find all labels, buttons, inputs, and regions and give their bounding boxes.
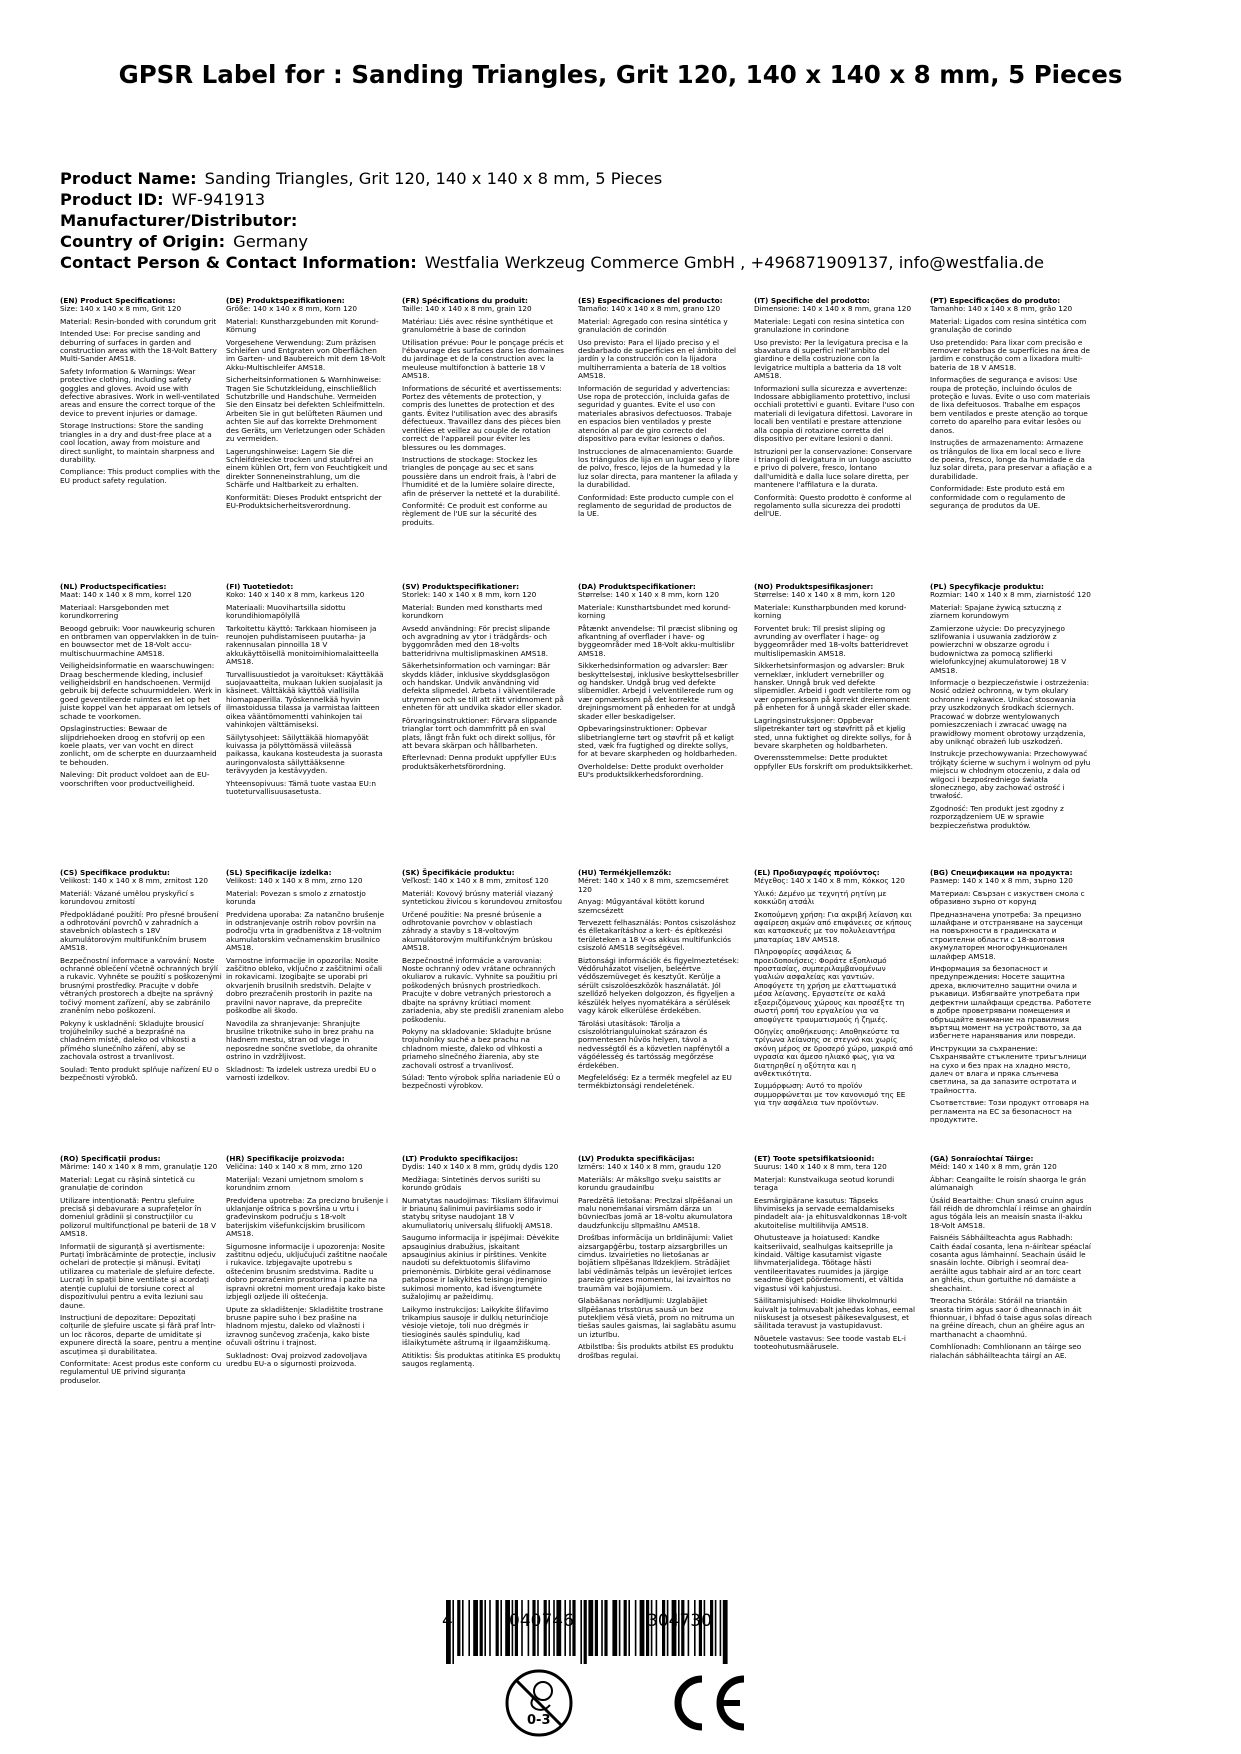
spec-block [402, 297, 564, 531]
spec-paragraph: Säilytysohjeet: Säilyttäkää hiomapyöät kuivassa ja pölyttömässä viileässä paikassa, kaukana kosteudesta ja suorasta auringonvalosta säilyttääksenne terävyyden ja kestävyyden. [226, 732, 383, 776]
spec-heading: (SL) Specifikacije izdelka: [226, 868, 332, 877]
barcode-bar [635, 1600, 637, 1656]
spec-paragraph: Säkerhetsinformation och varningar: Bär skydds kläder, inklusive skyddsglasögon och handskar. Undvik användning vid defekta slipmedel. Arbeta i välventilerade utrymmen och se till att rätt vridmoment på enheten för att undvika skador eller skador. [402, 661, 564, 713]
spec-paragraph: Nõuetele vastavus: See toode vastab EL-i tooteohutusmäärusele. [754, 1333, 906, 1352]
spec-paragraph: Dimensione: 140 x 140 x 8 mm, grana 120 [754, 304, 912, 314]
spec-paragraph: Faisnéis Sábháilteachta agus Rabhadh: Caith éadaí cosanta, lena n-áirítear spéaclaí cosanta agus lámhainní. Seachain úsáid le snasáin lochte. Oibrigh i seomraí dea-aeráilte agus tabhair aird ar an torc ceart an ghléis, chun gortuithe nó damáiste a sheachaint. [930, 1233, 1091, 1293]
spec-paragraph: Uso pretendido: Para lixar com precisão e remover rebarbas de superfícies na área de jardim e construção com a lixadora multi-bateria de 18 V AMS18. [930, 337, 1091, 372]
spec-paragraph: Información de seguridad y advertencias: Use ropa de protección, incluida gafas de seguridad y guantes. Evite el uso con materiales abrasivos defectuosos. Trabaje en espacios bien ventilados y preste atención al par de giro correcto del dispositivo para evitar lesiones o daños. [578, 383, 732, 444]
barcode-bar [588, 1600, 593, 1656]
spec-heading: (HR) Specifikacije proizvoda: [226, 1154, 345, 1163]
barcode-bar [624, 1600, 627, 1656]
spec-paragraph: Material: Kunstharzgebunden mit Korund-Körnung [226, 316, 379, 335]
spec-paragraph: Informações de segurança e avisos: Use roupa de proteção, incluindo óculos de proteção e luvas. Evite o uso com materiais de lixa defeituosos. Trabalhe em espaços bem ventilados e preste atenção ao torque correto do aparelho para evitar lesões ou danos. [930, 375, 1091, 435]
spec-paragraph: Size: 140 x 140 x 8 mm, Grit 120 [60, 304, 182, 314]
spec-paragraph: Medžiaga: Sintetinės dervos surišti su korundo grūdais [402, 1174, 541, 1193]
spec-heading: (NO) Produktspesifikasjoner: [754, 582, 874, 591]
spec-paragraph: Efterlevnad: Denna produkt uppfyller EU:s produktsäkerhetsförordning. [402, 753, 557, 771]
spec-paragraph: Veličina: 140 x 140 x 8 mm, zrno 120 [226, 1162, 363, 1172]
spec-paragraph: Material: Agregado con resina sintética y granulación de corindón [578, 316, 728, 335]
spec-paragraph: Sukladnost: Ovaj proizvod zadovoljava uredbu EU-a o sigurnosti proizvoda. [226, 1350, 368, 1368]
spec-block [578, 869, 740, 1095]
spec-paragraph: Conformité: Ce produit est conforme au règlement de l'UE sur la sécurité des produits. [402, 500, 548, 527]
spec-paragraph: Naleving: Dit product voldoet aan de EU-voorschriften voor productveiligheid. [60, 770, 210, 788]
spec-paragraph: Συμμόρφωση: Αυτό το προϊόν συμμορφώνεται με τον κανονισμό της ΕΕ για την ασφάλεια των προϊόντων. [754, 1081, 906, 1108]
spec-paragraph: Opbevaringsinstruktioner: Opbevar slibetrianglerne tørt og støvfrit på et køligt sted, væk fra fugtighed og direkte sollys, for at bevare skarpheden og holdbarheden. [578, 724, 738, 759]
spec-paragraph: Megfelelőség: Ez a termék megfelel az EU termékbiztonsági rendeletének. [578, 1072, 732, 1091]
spec-paragraph: Istruzioni per la conservazione: Conservare i triangoli di levigatura in un luogo asciutto e privo di polvere, fresco, lontano dall'umidità e dalla luce solare diretta, per mantenere l'affilatura e la durata. [754, 446, 912, 490]
spec-block [226, 297, 388, 514]
spec-heading: (GA) Sonraíochtaí Táirge: [930, 1154, 1034, 1163]
spec-paragraph: Materiaal: Harsgebonden met korundkorrering [60, 602, 170, 621]
spec-paragraph: Rozmiar: 140 x 140 x 8 mm, ziarnistość 120 [930, 590, 1091, 600]
spec-paragraph: Opslaginstructies: Bewaar de slijpdriehoeken droog en stofvrij op een koele plaats, ver van vocht en direct zonlicht, om de scherpte en duurzaamheid te behouden. [60, 724, 217, 767]
spec-paragraph: Μέγεθος: 140 x 140 x 8 mm, Κόκκος 120 [754, 876, 905, 886]
spec-paragraph: Laikymo instrukcijos: Laikykite šlifavimo trikampius sausoje ir dulkių neturinčioje vėsioje vietoje, toli nuo drėgmės ir tiesioginės saulės spindulių, kad išlaikytumėte aštrumą ir ilgaamžiškumą. [402, 1304, 551, 1348]
spec-heading: (ET) Toote spetsifikatsioonid: [754, 1154, 875, 1163]
spec-paragraph: Materiál: Kovový brúsny materiál viazaný syntetickou živicou s korundovou zrnitosťou [402, 888, 563, 907]
spec-paragraph: Soulad: Tento produkt splňuje nařízení EU o bezpečnosti výrobků. [60, 1064, 219, 1082]
spec-paragraph: Sicherheitsinformationen & Warnhinweise: Tragen Sie Schutzkleidung, einschließlich Schutzbrille und Handschuhe. Vermeiden Sie den Einsatz bei defekten Schleifmitteln. Arbeiten Sie in gut belüfteten Räumen und achten Sie auf das korrekte Drehmoment des Geräts, um Verletzungen oder Schäden zu vermeiden. [226, 375, 386, 444]
spec-paragraph: Bezpečnostní informace a varování: Noste ochranné oblečení včetně ochranných brýlí a rukavic. Vyhněte se použití s poškozenými brusnými prostředky. Pracujte v dobře větraných prostorech a dbejte na správný točivý moment zařízení, aby se zabránilo zraněním nebo poškození. [60, 955, 222, 1016]
spec-heading: (FI) Tuotetiedot: [226, 582, 294, 591]
spec-block [402, 1155, 564, 1372]
spec-paragraph: Materiale: Kunsthartsbundet med korund-korning [578, 602, 731, 621]
spec-paragraph: Instrucciones de almacenamiento: Guarde los triángulos de lija en un lugar seco y libre de polvo, fresco, lejos de la humedad y la luz solar directa, para mantener la afilada y la durabilidad. [578, 446, 740, 490]
spec-paragraph: Tamaño: 140 x 140 x 8 mm, grano 120 [578, 304, 721, 314]
svg-text:0-3: 0-3 [527, 1713, 551, 1728]
spec-heading: (SV) Produktspecifikationer: [402, 582, 520, 591]
spec-paragraph: Material: Legat cu rășină sintetică cu granulație de corindon [60, 1174, 195, 1193]
spec-paragraph: Comhlíonadh: Comhlíonann an táirge seo rialachán sábháilteachta táirgí an AE. [930, 1342, 1082, 1360]
spec-block [754, 583, 916, 775]
page-title: GPSR Label for : Sanding Triangles, Grit 120, 140 x 140 x 8 mm, 5 Pieces [118, 60, 1123, 89]
spec-heading: (PT) Especificações do produto: [930, 296, 1061, 305]
spec-paragraph: Tervezett felhasználás: Pontos csiszoláshoz és élletakarításhoz a kert- és építkezési területeken a 18 V-os akkus multifunkciós csiszoló AMS18 segítségével. [578, 918, 736, 953]
spec-paragraph: Sikkerhedsinformation og advarsler: Bær beskyttelsestøj, inklusive beskyttelsesbriller og handsker. Undgå brug ved defekte slibemidler. Arbejd i velventilerede rum og vær opmærksom på det korrekte drejningsmoment på enheden for at undgå skader eller beskadigelser. [578, 661, 739, 721]
spec-paragraph: Vorgesehene Verwendung: Zum präzisen Schleifen und Entgraten von Oberflächen im Garten- und Baubereich mit dem 18-Volt Akku-Multischleifer AMS18. [226, 337, 386, 372]
spec-paragraph: Pokyny na skladovanie: Skladujte brúsne trojuholníky suché a bez prachu na chladnom mieste, ďaleko od vlhkosti a priameho slnečného žiarenia, aby ste zachovali ostrosť a trvanlivosť. [402, 1026, 552, 1070]
spec-paragraph: Velikost: 140 x 140 x 8 mm, zrnitost 120 [60, 876, 209, 886]
spec-paragraph: Materjal: Kunstvaikuga seotud korundi teraga [754, 1174, 895, 1193]
spec-paragraph: Informații de siguranță și avertismente: Purtați îmbrăcăminte de protecție, inclusiv ochelari de protecție și mănuși. Evitați utilizarea cu materiale de șlefuire defecte. Lucrați în spații bine ventilate și acordați atenție cuplului de torsiune corect al dispozitivului pentru a evita leziuni sau daune. [60, 1241, 216, 1310]
spec-paragraph: Izmērs: 140 x 140 x 8 mm, graudu 120 [578, 1162, 721, 1172]
spec-paragraph: Skladnost: Ta izdelek ustreza uredbi EU o varnosti izdelkov. [226, 1064, 377, 1082]
spec-paragraph: Veiligheidsinformatie en waarschuwingen: Draag beschermende kleding, inclusief veiligheidsbril en handschoenen. Vermijd gebruik bij defecte schuurmiddelen. Werk in goed geventileerde ruimtes en let op het juiste koppel van het apparaat om letsels of schade te voorkomen. [60, 661, 222, 721]
spec-paragraph: Pokyny k uskladnění: Skladujte brousicí trojúhelníky suché a bezprašné na chladném místě, daleko od vlhkosti a přímého slunečního záření, aby se zachovala ostrost a trvanlivost. [60, 1018, 204, 1062]
barcode-bar [612, 1600, 617, 1656]
spec-block [930, 297, 1092, 514]
spec-paragraph: Paredzētā lietošana: Precīzai slīpēšanai un malu nonemšanai virsmām dārza un būvniecības jomā ar 18-voltu akumulatora daudzfunkciju slīpmašīnu AMS18. [578, 1195, 733, 1230]
spec-paragraph: Instrucțiuni de depozitare: Depozitați colțurile de șlefuire uscate și fără praf într-un loc răcoros, departe de umiditate și expunere directă la soare, pentru a menține ascuțimea și durabilitatea. [60, 1312, 222, 1356]
spec-paragraph: Taille: 140 x 140 x 8 mm, grain 120 [402, 304, 532, 314]
spec-block [578, 1155, 740, 1364]
spec-block [754, 1155, 916, 1356]
barcode-bar [468, 1600, 470, 1656]
spec-paragraph: Tárolási utasítások: Tárolja a csiszolótrianguluinokat szárazon és pormentesen hűvös helyen, távol a nedvességtől és a közvetlen napfénytől a vágóélesség és tartósság megőrzése érdekében. [578, 1018, 730, 1070]
spec-block [226, 583, 388, 800]
spec-heading: (ES) Especificaciones del producto: [578, 296, 723, 305]
spec-paragraph: Overensstemmelse: Dette produktet oppfyller EUs forskrift om produktsikkerhet. [754, 753, 913, 771]
spec-paragraph: Materiál: Vázané umělou pryskyřicí s korundovou zrnitostí [60, 888, 194, 907]
barcode-group-1: 040746 [509, 1611, 574, 1631]
spec-paragraph: Påtænkt anvendelse: Til præcist slibning og afkantning af overflader i have- og byggeområder med 18-Volt akku-multislibr AMS18. [578, 623, 738, 658]
spec-paragraph: Информация за безопасност и предупреждения: Носете защитна дреха, включително защитни очила и ръкавици. Избягвайте употребата при дефектни шлайфащи средства. Работете в добре проветрявани помещения и обръщайте внимание на правилния въртящ момент на устройството, за да избегнете наранявания или повреди. [930, 964, 1092, 1041]
spec-heading: (IT) Specifiche del prodotto: [754, 296, 870, 305]
spec-paragraph: Určené použitie: Na presné brúsenie a odhrotovanie povrchov v oblastiach záhrady a stavby s 18-voltovým akumulátorovým multifunkčným brúskou AMS18. [402, 909, 553, 953]
spec-paragraph: Bezpečnostné informácie a varovania: Noste ochranný odev vrátane ochranných okuliarov a rukavíc. Vyhnite sa použitiu pri poškodených brúsnych prostriedkoch. Pracujte v dobre vetraných priestoroch a dbajte na správny krútiaci moment zariadenia, aby ste predišli zraneniam alebo poškodeniu. [402, 955, 564, 1024]
spec-paragraph: Tamanho: 140 x 140 x 8 mm, grão 120 [930, 304, 1073, 314]
spec-paragraph: Konformität: Dieses Produkt entspricht der EU-Produktsicherheitsverordnung. [226, 492, 382, 510]
spec-paragraph: Upute za skladištenje: Skladištite trostrane brusne papire suho i bez prašine na hladnom mjestu, daleko od vlažnosti i izravnog sunčevog zračenja, kako biste očuvali oštrinu i trajnost. [226, 1304, 383, 1348]
spec-heading: (SK) Špecifikácie produktu: [402, 868, 515, 877]
barcode-bar [628, 1600, 630, 1656]
spec-paragraph: Οδηγίες αποθήκευσης: Αποθηκεύστε τα τρίγωνα λείανσης σε στεγνό και χωρίς σκόνη μέρος σε δροσερό χώρο, μακριά από υγρασία και άμεσο ηλιακό φως, για να διατηρηθεί η οξύτητα και η ανθεκτικότητα. [754, 1026, 913, 1078]
spec-heading: (DE) Produktspezifikationen: [226, 296, 345, 305]
spec-paragraph: Forventet bruk: Til presist sliping og avrunding av overflater i hage- og byggeområder med 18-volts batteridrevet multislipemaskin AMS18. [754, 623, 909, 658]
spec-paragraph: Glabāšanas norādījumi: Uzglabājiet slīpēšanas trīsstūrus sausā un bez putekļiem vēsā vietā, prom no mitruma un tiešas saules gaismas, lai saglabātu asumu un izturību. [578, 1296, 737, 1339]
spec-block [578, 583, 740, 784]
spec-block [930, 583, 1092, 834]
ce-mark-icon [668, 1667, 750, 1739]
spec-paragraph: Säilitamisjuhised: Hoidke lihvkolmnurki kuivalt ja tolmuvabalt jahedas kohas, eemal niiskusest ja otsesest päikesevalgusest, et säilitada teravust ja vastupidavust. [754, 1296, 916, 1331]
spec-paragraph: Materijal: Vezani umjetnom smolom s korundnim zrnom [226, 1174, 364, 1193]
spec-block [60, 297, 222, 489]
spec-paragraph: Biztonsági információk és figyelmeztetések: Védőruházatot viseljen, beleértve védőszemüveget és kesztyűt. Kerülje a sérült csiszolóeszközök használatát. Jól szellőző helyeken dolgozzon, és figyeljen a készülék helyes nyomatékára a sérülések vagy károk elkerülése érdekében. [578, 955, 740, 1016]
spec-paragraph: Uso previsto: Para el lijado preciso y el desbarbado de superficies en el ámbito del jardín y la construcción con la lijadora multiherramienta a batería de 18 voltios AMS18. [578, 337, 737, 381]
spec-heading: (RO) Specificații produs: [60, 1154, 161, 1163]
spec-heading: (EN) Product Specifications: [60, 296, 176, 305]
spec-paragraph: Materiale: Kunstharpbunden med korund-korning [754, 602, 907, 621]
spec-paragraph: Conformitate: Acest produs este conform cu regulamentul UE privind siguranța produselor. [60, 1358, 222, 1385]
spec-paragraph: Lagringsinstruksjoner: Oppbevar slipetrekanter tørt og støvfritt på et kjølig sted, unna fuktighet og direkte sollys, for å bevare skarpheten og holdbarheten. [754, 715, 912, 750]
spec-paragraph: Utilisation prévue: Pour le ponçage précis et l'ébavurage des surfaces dans les domaines du jardinage et de la construction avec la meuleuse multifonction à batterie 18 V AMS18. [402, 337, 564, 381]
spec-paragraph: Instrukcje przechowywania: Przechowywać trójkąty ścierne w suchym i wolnym od pyłu miejscu w chłodnym otoczeniu, z dala od wilgoci i bezpośredniego światła słonecznego, aby zachować ostrość i trwałość. [930, 749, 1091, 801]
info-contact: Contact Person & Contact Information: Westfalia Werkzeug Commerce GmbH , +496871909137, info@westfalia.de [60, 253, 1045, 272]
spec-paragraph: Úsáid Beartaithe: Chun snasú cruinn agus fáil réidh de dhromchlaí i réimse an ghairdín agus tógála leis an meaisín snasta il-akku 18-Volt AMS18. [930, 1195, 1092, 1230]
spec-paragraph: Förvaringsinstruktioner: Förvara slippande trianglar torrt och dammfritt på en sval plats, långt från fukt och direkt solljus, för att bevara skärpan och hållbarheten. [402, 715, 557, 750]
spec-paragraph: Navodila za shranjevanje: Shranjujte brusilne trikotnike suho in brez prahu na hladnem mestu, stran od vlage in neposredne sončne svetlobe, da ohranite ostrino in vzdržljivost. [226, 1018, 378, 1062]
spec-paragraph: Ohutusteave ja hoiatused: Kandke kaitseriivaid, sealhulgas kaitseprille ja kindaid. Vältige kasutamist vigaste lihvmaterjalidega. Töötage hästi ventileeritavates ruumides ja järgige seadme õiget pöördemomenti, et vältida vigastusi või kahjustusi. [754, 1233, 904, 1293]
spec-paragraph: Anyag: Műgyantával kötött korund szemcsézett [578, 897, 705, 915]
spec-paragraph: Mărime: 140 x 140 x 8 mm, granulație 120 [60, 1162, 218, 1172]
info-product-name: Product Name: Sanding Triangles, Grit 120, 140 x 140 x 8 mm, 5 Pieces [60, 169, 663, 188]
barcode-bar [500, 1600, 502, 1656]
spec-paragraph: Predviđena upotreba: Za precizno brušenje i uklanjanje oštrica s površina u vrtu i građevinskom području s 18-volt baterijskim višefunkcijskim brusilicom AMS18. [226, 1195, 388, 1239]
spec-paragraph: Conformità: Questo prodotto è conforme al regolamento sulla sicurezza dei prodotti dell'UE. [754, 492, 912, 519]
barcode-bar [496, 1600, 499, 1656]
spec-paragraph: Méid: 140 x 140 x 8 mm, grán 120 [930, 1162, 1057, 1172]
spec-paragraph: Utilizare intenționată: Pentru șlefuire precisă și debavurare a suprafețelor în domeniul grădinii și construcțiilor cu polizorul multifuncțional pe baterii de 18 V AMS18. [60, 1195, 216, 1239]
barcode-bar [584, 1600, 587, 1664]
spec-heading: (CS) Specifikace produktu: [60, 868, 170, 877]
spec-heading: (LT) Produkto specifikacijos: [402, 1154, 519, 1163]
spec-paragraph: Material: Ligados com resina sintética com granulação de corindo [930, 316, 1087, 335]
spec-block [60, 1155, 222, 1389]
spec-paragraph: Předpokládané použití: Pro přesné broušení a odhrotování povrchů v zahradních a stavebních oblastech s 18V akumulátorovým multifunkčním brusem AMS18. [60, 909, 219, 953]
spec-block [402, 869, 564, 1095]
spec-paragraph: Dydis: 140 x 140 x 8 mm, grūdų dydis 120 [402, 1162, 559, 1172]
spec-paragraph: Koko: 140 x 140 x 8 mm, karkeus 120 [226, 590, 365, 600]
spec-block [754, 297, 916, 523]
barcode-bar [601, 1600, 603, 1656]
spec-heading: (PL) Specyfikacje produktu: [930, 582, 1044, 591]
barcode-bar [723, 1600, 728, 1664]
barcode-bar [580, 1600, 582, 1664]
spec-paragraph: Materiale: Legati con resina sintetica con granulazione in corindone [754, 316, 905, 335]
barcode-bar [457, 1600, 460, 1656]
spec-heading: (FR) Spécifications du produit: [402, 296, 528, 305]
spec-block [60, 869, 222, 1086]
spec-block [226, 1155, 388, 1372]
spec-paragraph: Safety Information & Warnings: Wear protective clothing, including safety goggles and gloves. Avoid use with defective abrasives. Work in well-ventilated areas and ensure the correct torque of the device to prevent injuries or damage. [60, 366, 220, 418]
product-info [60, 168, 1200, 273]
spec-heading: (BG) Спецификации на продукта: [930, 868, 1073, 877]
spec-paragraph: Informacje o bezpieczeństwie i ostrzeżenia: Nosić odzież ochronną, w tym okulary ochronne i rękawice. Unikać stosowania przy uszkodzonych środkach ściernych. Pracować w dobrze wentylowanych pomieszczeniach i zwracać uwagę na prawidłowy moment obrotowy urządzenia, aby uniknąć obrażeń lub uszkodzeń. [930, 678, 1090, 746]
barcode-bar [452, 1600, 454, 1664]
spec-paragraph: Materiał: Spajane żywicą sztuczną z ziarnem korundowym [930, 602, 1062, 621]
spec-paragraph: Ábhar: Ceangailte le roisín shaorga le grán alúmanaigh [930, 1174, 1087, 1193]
spec-paragraph: Sikkerhetsinformasjon og advarsler: Bruk verneklær, inkludert vernebriller og hansker. Unngå bruk ved defekte slipemidler. Arbeid i godt ventilerte rom og vær oppmerksom på korrekt dreiemoment på enheten for å unngå skader eller skade. [754, 661, 912, 713]
spec-heading: (DA) Produktspecifikationer: [578, 582, 696, 591]
spec-paragraph: Material: Bunden med konstharts med korundkorn [402, 602, 543, 621]
spec-paragraph: Størrelse: 140 x 140 x 8 mm, korn 120 [754, 590, 896, 600]
barcode-bar [715, 1600, 717, 1656]
barcode-bar [446, 1600, 451, 1664]
spec-paragraph: Beoogd gebruik: Voor nauwkeurig schuren en ontbramen van oppervlakken in de tuin- en bouwsector met de 18-Volt accu-multischuurmachine AMS18. [60, 623, 219, 658]
spec-paragraph: Material: Resin-bonded with corundum grit [60, 316, 217, 326]
spec-paragraph: Conformidade: Este produto está em conformidade com o regulamento de segurança de produtos da UE. [930, 484, 1066, 510]
barcode-bar [480, 1600, 483, 1656]
info-product-id: Product ID: WF-941913 [60, 190, 266, 209]
spec-paragraph: Treoracha Stórála: Stóráil na triantáin snasta tirim agus saor ó dheannach in áit fhionnuar, i bhfad ó taise agus solas díreach na gréine díreach, chun an ghéire agus an marthanacht a chaomhnú. [930, 1296, 1092, 1339]
spec-paragraph: Съответствие: Този продукт отговаря на регламента на ЕС за безопасност на продуктите. [930, 1098, 1090, 1124]
spec-paragraph: Varnostne informacije in opozorila: Nosite zaščitno obleko, vključno z zaščitnimi očali in rokavicami. Izogibajte se uporabi pri okvarjenih brusilnih sredstvih. Delajte v dobro prezračenih prostorih in pazite na pravilni navor naprave, da preprečite poškodbe ali škodo. [226, 955, 382, 1016]
spec-paragraph: Størrelse: 140 x 140 x 8 mm, korn 120 [578, 590, 720, 600]
not-for-children-0-3-icon [503, 1667, 575, 1739]
spec-block [930, 869, 1092, 1128]
spec-paragraph: Yhteensopivuus: Tämä tuote vastaa EU:n tuoteturvallisuusasetusta. [226, 778, 376, 796]
spec-paragraph: Intended Use: For precise sanding and deburring of surfaces in garden and construction areas with the 18-Volt Battery Multi-Sander AMS18. [60, 329, 217, 364]
spec-paragraph: Eesmärgipärane kasutus: Täpseks lihvimiseks ja servade eemaldamiseks pindadelt aia- ja ehitusvaldkonnas 18-volt akutoitelise multilihvija AMS18. [754, 1195, 907, 1230]
barcode-bar [720, 1600, 722, 1656]
spec-paragraph: Storage Instructions: Store the sanding triangles in a dry and dust-free place at a cool location, away from moisture and direct sunlight, to maintain sharpness and durability. [60, 421, 215, 464]
spec-paragraph: Atitiktis: Šis produktas atitinka ES produktų saugos reglamentą. [402, 1350, 561, 1368]
spec-paragraph: Σκοπούμενη χρήση: Για ακριβή λείανση και αφαίρεση ακμών από επιφάνειες σε κήπους και κατασκευές με τον πολυλειαντήρα μπαταρίας 18V AMS18. [754, 909, 912, 944]
spec-paragraph: Matériau: Liés avec résine synthétique et granulométrie à base de corindon [402, 316, 553, 335]
spec-paragraph: Saugumo informacija ir įspėjimai: Dėvėkite apsauginius drabužius, įskaitant apsauginius akinius ir pirštines. Venkite naudoti su defektuotomis šlifavimo priemonėmis. Dirbkite gerai vėdinamose patalpose ir laikykitės teisingo įrenginio sukimosi momento, kad išvengtumėte sužalojimų ar pažeidimų. [402, 1233, 560, 1302]
spec-paragraph: Overholdelse: Dette produkt overholder EU's produktsikkerhedsforordning. [578, 761, 724, 780]
spec-paragraph: Sigurnosne informacije i upozorenja: Nosite zaštitnu odjeću, uključujući zaštitne naočale i rukavice. Izbjegavajte upotrebu s oštećenim brusnim sredstvima. Radite u dobro prozračenim prostorima i pazite na ispravni okretni moment uređaja kako biste izbjegli ozljede ili oštećenja. [226, 1241, 388, 1302]
spec-paragraph: Compliance: This product complies with the EU product safety regulation. [60, 467, 221, 485]
barcode-bar [473, 1600, 478, 1656]
spec-heading: (EL) Προδιαγραφές προϊόντος: [754, 868, 880, 877]
barcode-bar [595, 1600, 598, 1656]
spec-paragraph: Suurus: 140 x 140 x 8 mm, tera 120 [754, 1162, 887, 1172]
spec-paragraph: Informations de sécurité et avertissements: Portez des vêtements de protection, y compris des lunettes de protection et des gants. Évitez l'utilisation avec des abrasifs défectueux. Travaillez dans des pièces bien ventilées et veillez au couple de rotation correct de l'appareil pour éviter les blessures ou les dommages. [402, 383, 562, 452]
spec-paragraph: Conformidad: Este producto cumple con el reglamento de seguridad de productos de la UE. [578, 492, 734, 519]
spec-paragraph: Materiaali: Muovihartsilla sidottu korundihiomapölyllä [226, 602, 346, 621]
spec-heading: (NL) Productspecificaties: [60, 582, 167, 591]
info-country: Country of Origin: Germany [60, 232, 308, 251]
spec-paragraph: Méret: 140 x 140 x 8 mm, szemcseméret 120 [578, 876, 729, 894]
spec-paragraph: Инструкции за съхранение: Съхранявайте стъклените триъгълници на сухо и без прах на хладно място, далеч от влага и пряка слънчева светлина, за да запазите остротата и трайността. [930, 1043, 1087, 1095]
spec-paragraph: Предназначена употреба: За прецизно шлайфане и отстраняване на заусенци на повърхности в градинската и строителни области с 18-волтовия акумулаторен многофункционален шлайфер AMS18. [930, 909, 1083, 961]
spec-paragraph: Súlad: Tento výrobok spĺňa nariadenie EÚ o bezpečnosti výrobkov. [402, 1072, 561, 1091]
spec-paragraph: Material: Povezan s smolo z zrnatostjo korunda [226, 888, 366, 907]
spec-heading: (HU) Termékjellemzők: [578, 868, 672, 877]
spec-paragraph: Материал: Свързан с изкуствен смола с образивно зърно от корунд [930, 888, 1085, 907]
barcode-bar [619, 1600, 621, 1656]
spec-paragraph: Instruções de armazenamento: Armazene os triângulos de lixa em local seco e livre de poeira, fresco, longe da humidade e da luz solar direta, para preservar a afiação e a durabilidade. [930, 438, 1092, 481]
spec-block [402, 583, 564, 775]
spec-block [60, 583, 222, 792]
spec-paragraph: Velikost: 140 x 140 x 8 mm, zrno 120 [226, 876, 363, 886]
spec-paragraph: Instructions de stockage: Stockez les triangles de ponçage au sec et sans poussière dans un endroit frais, à l'abri de l'humidité et de la lumière solaire directe, afin de préserver la netteté et la durabilité. [402, 454, 561, 498]
spec-block [226, 869, 388, 1086]
spec-paragraph: Drošības informācija un brīdinājumi: Valiet aizsargapģērbu, tostarp aizsargbrilles un cimdus. Izvairieties no lietošanas ar bojātiem slīpēšanas līdzekļiem. Strādājiet labi vēdināmās telpās un ievērojiet ierīces pareizo griezes momentu, lai izvairītos no traumām vai bojājumiem. [578, 1233, 733, 1293]
spec-paragraph: Storlek: 140 x 140 x 8 mm, korn 120 [402, 590, 537, 600]
barcode-left-digit: 4 [442, 1611, 453, 1631]
spec-paragraph: Informazioni sulla sicurezza e avvertenze: Indossare abbigliamento protettivo, inclusi occhiali protettivi e guanti. Evitare l'uso con materiali di levigatura difettosi. Lavorare in locali ben ventilati e prestare attenzione alla coppia di rotazione corretta del dispositivo per evitare lesioni o danni. [754, 383, 915, 444]
spec-paragraph: Tarkoitettu käyttö: Tarkkaan hiomiseen ja reunojen puhdistamiseen puutarha- ja rakennusalan pinnoilla 18 V akkukäyttöisellä monitoimihiomalaitteella AMS18. [226, 623, 379, 667]
spec-paragraph: Numatytas naudojimas: Tiksliam šlifavimui ir briaunų šalinimui paviršiams sodo ir statybų srityse naudojant 18 V akumuliatorių universalų šlifuoklį AMS18. [402, 1195, 559, 1230]
spec-paragraph: Πληροφορίες ασφάλειας & προειδοποιήσεις: Φοράτε εξοπλισμό προστασίας, συμπεριλαμβανομένων γυαλιών ασφαλείας και γαντιών. Αποφύγετε τη χρήση με ελαττωματικά μέσα λείανσης. Εργαστείτε σε καλά εξαεριζόμενους χώρους και προσέξτε τη σωστή ροπή του εργαλείου για να αποφύγετε τραυματισμούς ή ζημιές. [754, 947, 905, 1024]
spec-paragraph: Размер: 140 x 140 x 8 mm, зърно 120 [930, 876, 1073, 886]
spec-block [930, 1155, 1092, 1364]
spec-paragraph: Uso previsto: Per la levigatura precisa e la sbavatura di superfici nell'ambito del giardino e della costruzione con la levigatrice multipla a batteria da 18 volt AMS18. [754, 337, 909, 381]
barcode-bar [462, 1600, 464, 1656]
barcode-bar [489, 1600, 491, 1656]
spec-block [754, 869, 916, 1112]
barcode-bar [640, 1600, 645, 1656]
spec-paragraph: Zgodność: Ten produkt jest zgodny z rozporządzeniem UE w sprawie bezpieczeństwa produktów. [930, 803, 1064, 830]
spec-paragraph: Zamierzone użycie: Do precyzyjnego szlifowania i usuwania zadziorów z powierzchni w obszarze ogrodu i budownictwa za pomocą szlifierki wielofunkcyjnej akumulatorowej 18 V AMS18. [930, 623, 1067, 675]
spec-paragraph: Maat: 140 x 140 x 8 mm, korrel 120 [60, 590, 192, 600]
barcode-bar [484, 1600, 486, 1656]
spec-heading: (LV) Produkta specifikācijas: [578, 1154, 695, 1163]
spec-paragraph: Größe: 140 x 140 x 8 mm, Korn 120 [226, 304, 358, 314]
spec-paragraph: Υλικό: Δεμένο με τεχνητή ρητίνη με κοκκώδη ατσάλι [754, 888, 887, 907]
spec-paragraph: Predvidena uporaba: Za natančno brušenje in odstranjevanje ostrih robov površin na področju vrta in gradbeništva z 18-voltnim akumulatorskim večnamenskim brusilnico AMS18. [226, 909, 385, 953]
spec-paragraph: Turvallisuustiedot ja varoitukset: Käyttäkää suojavaatteita, mukaan lukien suojalasit ja käsineet. Välttäkää käyttöä viallisilla hiomapaperilla. Työskennelkää hyvin ilmastoidussa tilassa ja varmistaa laitteen oikea vääntömomentti vahinkojen tai vahinkojen välttämiseksi. [226, 669, 384, 730]
spec-paragraph: Materiāls: Ar mākslīgo sveķu saistīts ar korundu graudainību [578, 1174, 721, 1193]
spec-paragraph: Atbilstība: Šis produkts atbilst ES produktu drošības regulai. [578, 1342, 734, 1360]
spec-paragraph: Lagerungshinweise: Lagern Sie die Schleifdreiecke trocken und staubfrei an einem kühlen Ort, fern von Feuchtigkeit und direkter Sonneneinstrahlung, um die Schärfe und Haltbarkeit zu erhalten. [226, 446, 388, 490]
spec-block [578, 297, 740, 523]
barcode-group-2: 304730 [647, 1611, 712, 1631]
barcode-bar [604, 1600, 607, 1656]
spec-paragraph: Veľkosť: 140 x 140 x 8 mm, zrnitosť 120 [402, 876, 549, 886]
spec-paragraph: Avsedd användning: För precist slipande och avgradning av ytor i trädgårds- och byggområden med den 18-volts batteridrivna multislipmaskinen AMS18. [402, 623, 550, 658]
info-manufacturer: Manufacturer/Distributor: [60, 211, 298, 230]
